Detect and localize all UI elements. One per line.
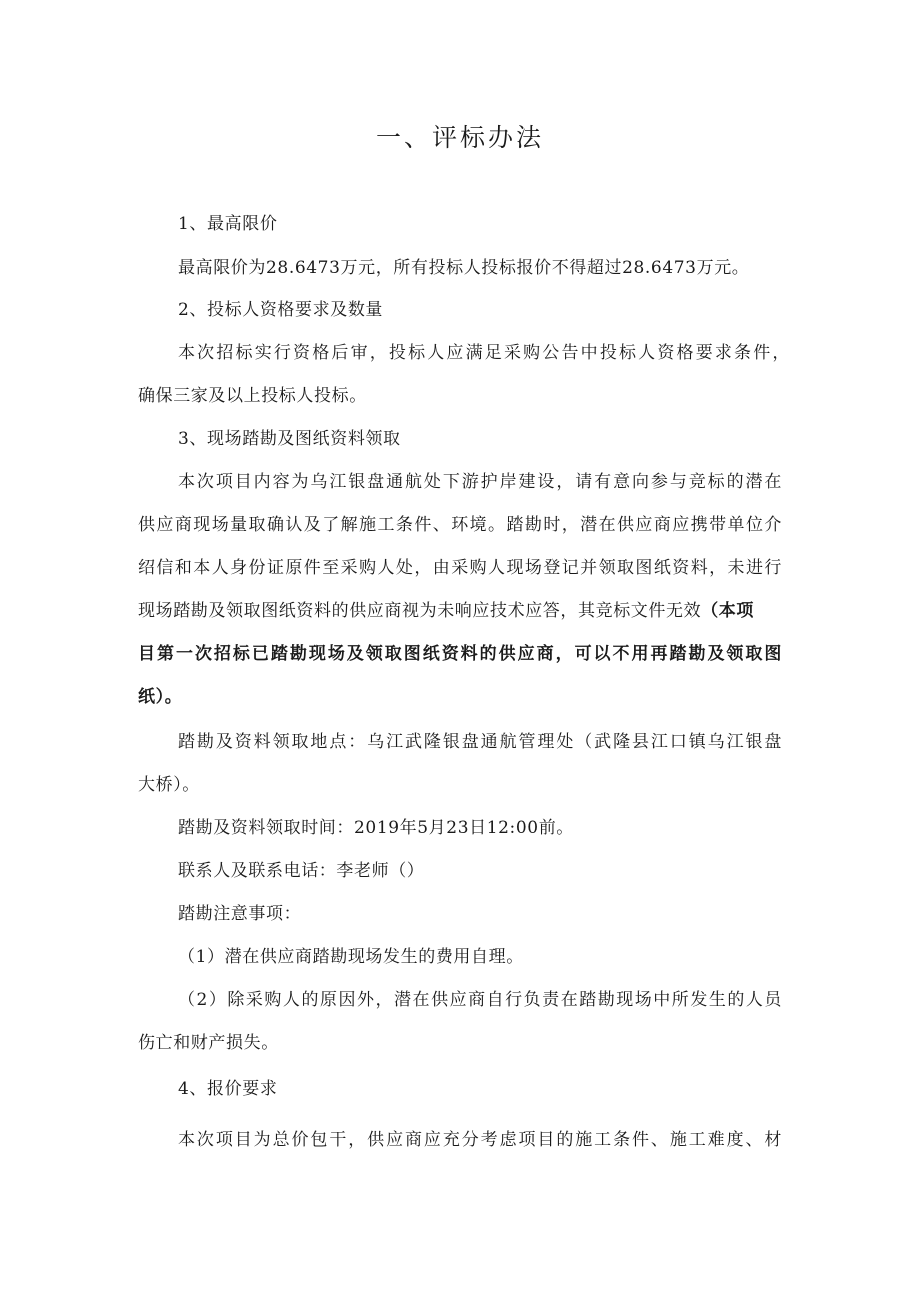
contact-info: 联系人及联系电话：李老师（） (178, 861, 425, 881)
site-visit-time: 踏勘及资料领取时间：2019年5月23日12:00前。 (178, 818, 574, 838)
section-3-para-line-6: 纸）。 (138, 687, 183, 707)
section-3-para-line-3: 绍信和本人身份证原件至采购人处，由采购人现场登记并领取图纸资料，未进行 (138, 558, 782, 578)
notes-heading: 踏勘注意事项： (178, 904, 302, 924)
section-4-body-line-1: 本次项目为总价包干，供应商应充分考虑项目的施工条件、施工难度、材 (178, 1130, 782, 1150)
section-2-body-line-1: 本次招标实行资格后审，投标人应满足采购公告中投标人资格要求条件， (178, 343, 790, 363)
section-3-para-line-5: 目第一次招标已踏勘现场及领取图纸资料的供应商，可以不用再踏勘及领取图 (138, 644, 782, 664)
section-3-heading: 3、现场踏勘及图纸资料领取 (178, 429, 401, 449)
site-visit-place-line-1: 踏勘及资料领取地点：乌江武隆银盘通航管理处（武隆县江口镇乌江银盘 (178, 732, 782, 752)
section-2-heading: 2、投标人资格要求及数量 (178, 300, 384, 320)
section-1-heading: 1、最高限价 (178, 214, 278, 234)
section-4-heading: 4、报价要求 (178, 1079, 278, 1099)
section-3-para-line-2: 供应商现场量取确认及了解施工条件、环境。踏勘时，潜在供应商应携带单位介 (138, 515, 782, 535)
note-1: （1）潜在供应商踏勘现场发生的费用自理。 (178, 947, 524, 967)
section-3-para-line-4-normal: 现场踏勘及领取图纸资料的供应商视为未响应技术应答，其竞标文件无效 (138, 601, 702, 621)
section-1-body: 最高限价为28.6473万元，所有投标人投标报价不得超过28.6473万元。 (178, 258, 750, 278)
page-title: 一、评标办法 (375, 123, 544, 152)
note-2-line-2: 伤亡和财产损失。 (138, 1033, 279, 1053)
site-visit-place-line-2: 大桥）。 (138, 775, 200, 795)
section-3-para-line-4 (138, 599, 788, 623)
section-2-body-line-2: 确保三家及以上投标人投标。 (138, 386, 367, 406)
section-3-para-line-1: 本次项目内容为乌江银盘通航处下游护岸建设，请有意向参与竞标的潜在 (178, 472, 782, 492)
note-2-line-1: （2）除采购人的原因外，潜在供应商自行负责在踏勘现场中所发生的人员 (178, 990, 782, 1010)
section-3-para-line-4-bold: （本项 (701, 601, 755, 621)
